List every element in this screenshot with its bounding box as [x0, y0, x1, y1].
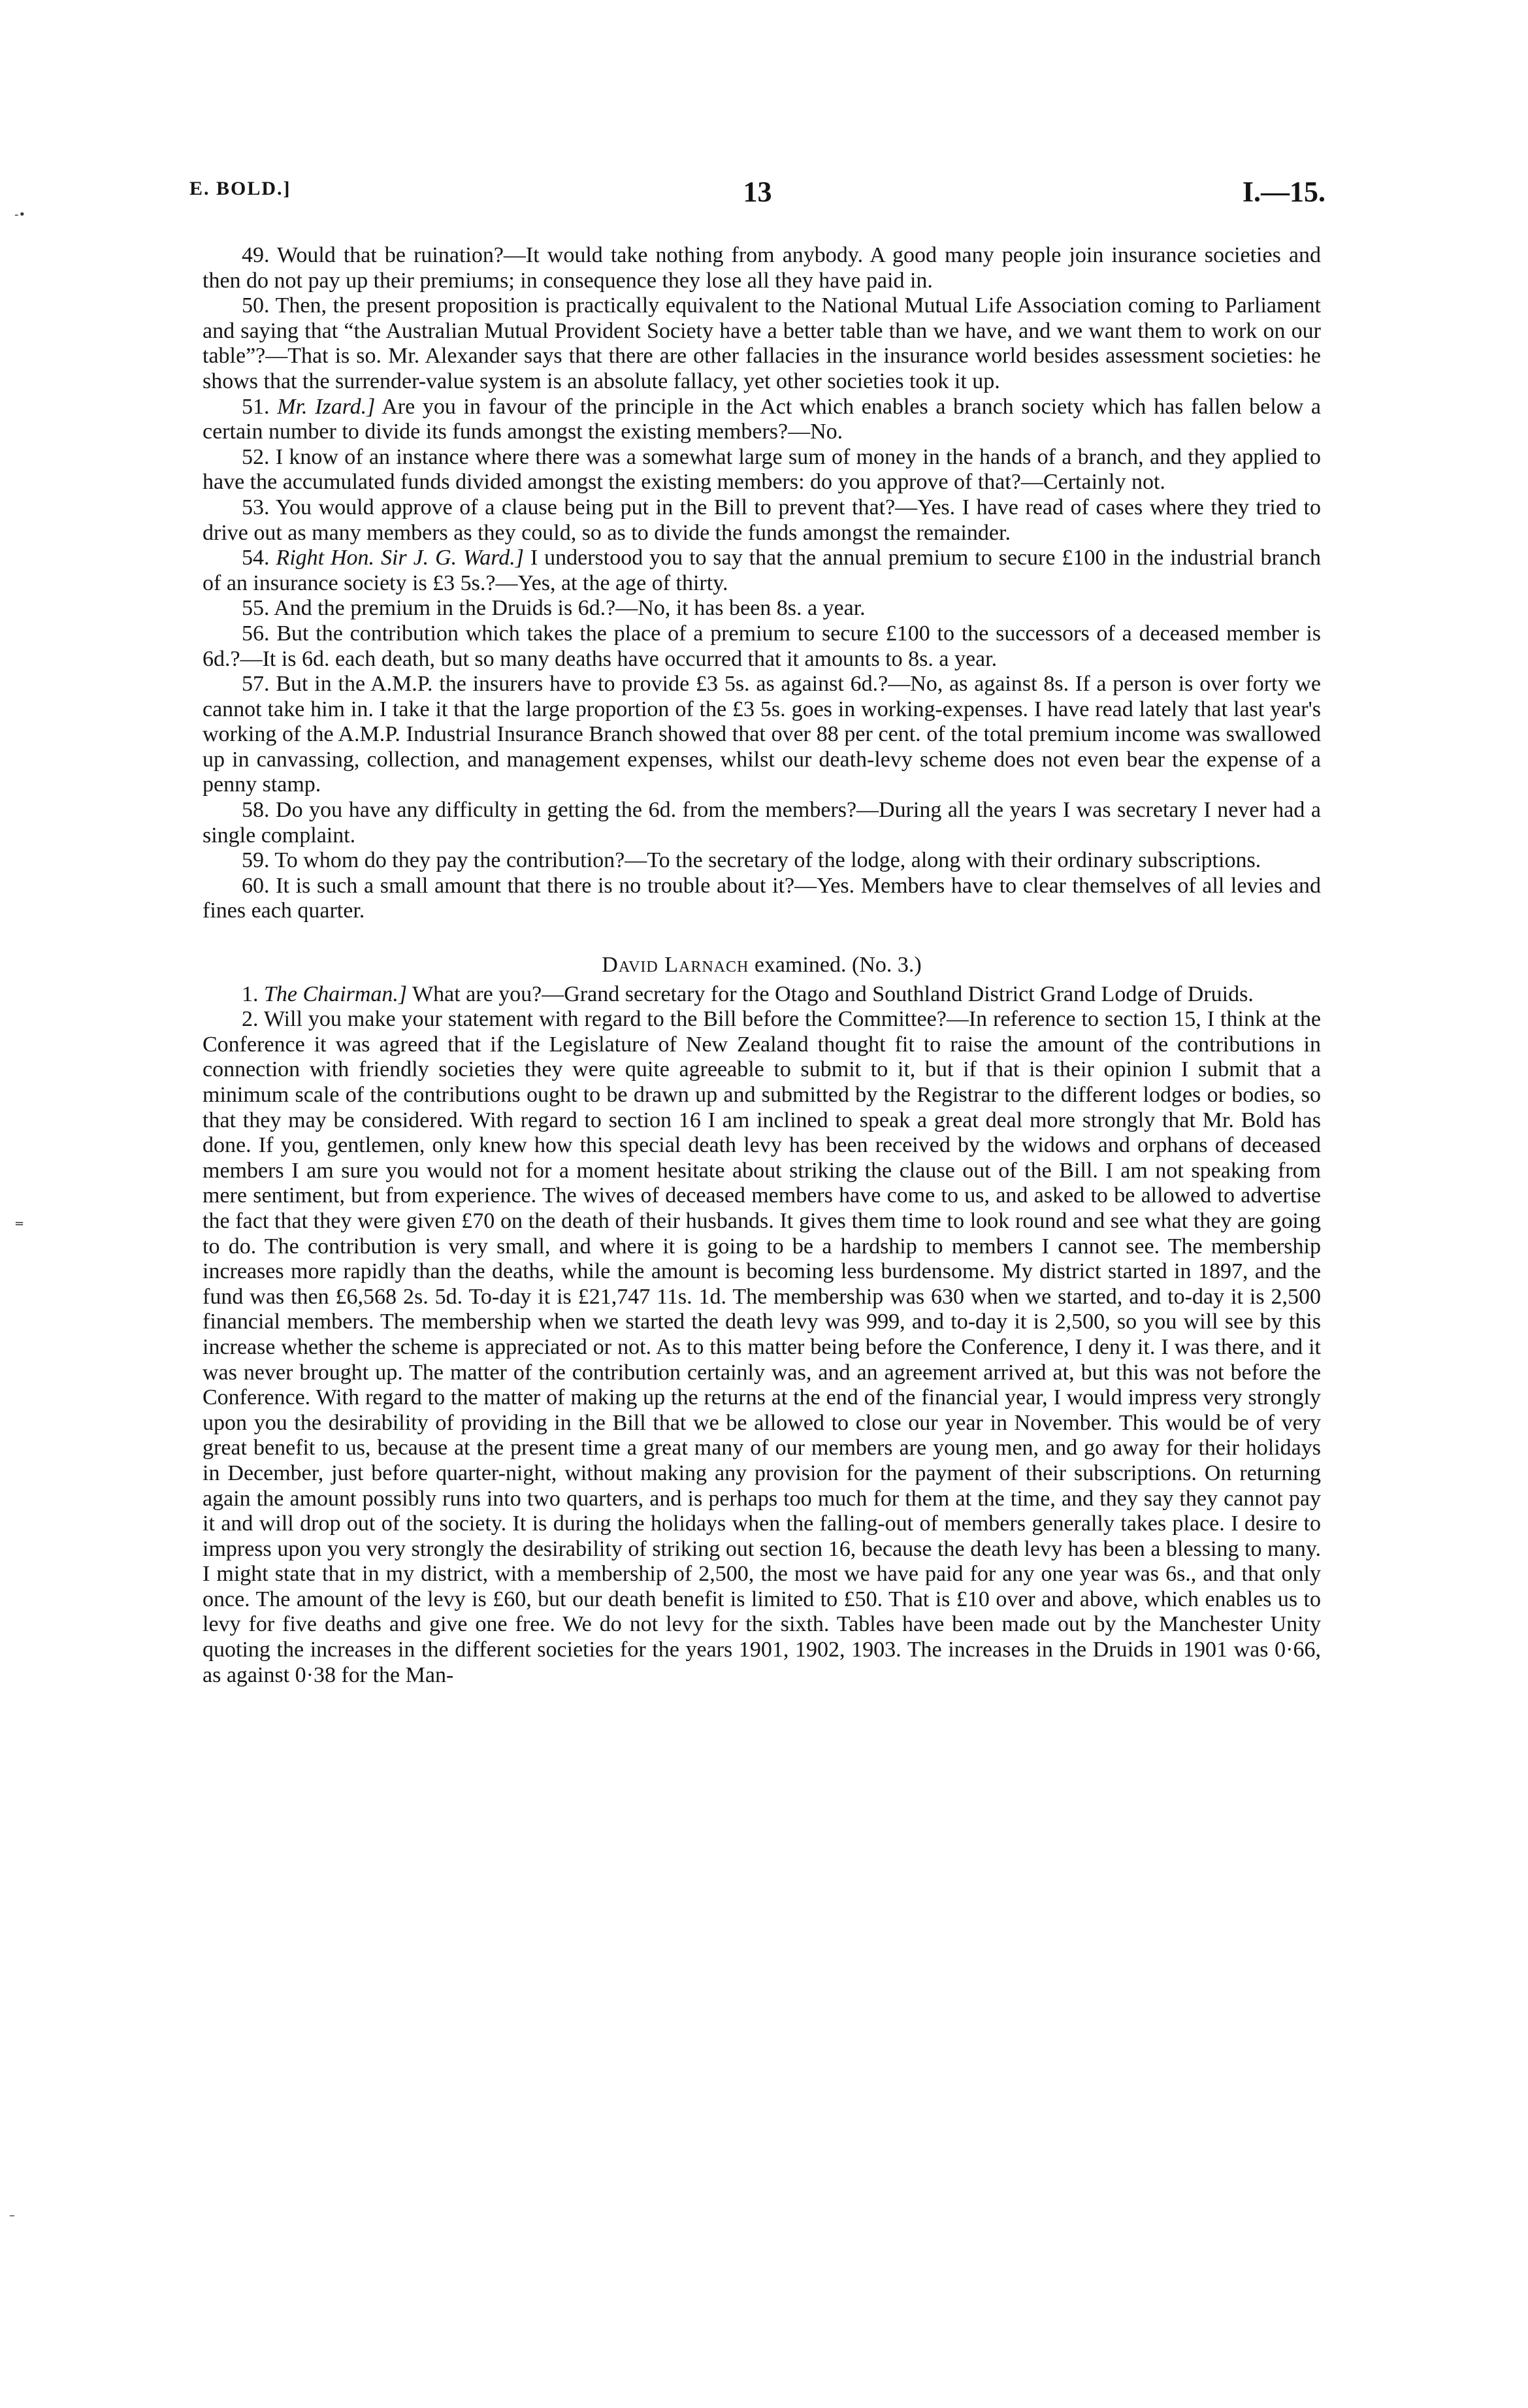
evidence-paragraph: [203, 395, 1321, 445]
speaker-name: Right Hon. Sir J. G. Ward.]: [276, 546, 524, 570]
evidence-paragraph: [203, 874, 1321, 924]
question-answer-text: It is such a small amount that there is no trouble about it?—Yes. Members have to clear themselves of all levies and fines each quarter.: [203, 873, 1321, 923]
evidence-paragraph: [203, 546, 1321, 596]
question-answer-text: But in the A.M.P. the insurers have to provide £3 5s. as against 6d.?—No, as against 8s. If a person is over forty we cannot take him in. I take it that the large proportion of the £3 5s. goes in working-expenses. I have read lately that last year's working of the A.M.P. Industrial Insurance Branch showed that over 88 per cent. of the total premium income was swallowed up in canvassing, collection, and management expenses, whilst our death-levy scheme does not even bear the expense of a penny stamp.: [203, 672, 1322, 797]
margin-mark: –: [9, 2209, 15, 2222]
question-number: 53.: [242, 495, 270, 520]
question-number: 54.: [242, 546, 270, 570]
question-number: 58.: [242, 798, 270, 823]
witness-heading-rest: examined. (No. 3.): [754, 953, 922, 978]
question-answer-text: What are you?—Grand secretary for the Otago and Southland District Grand Lodge of Druids.: [412, 981, 1254, 1006]
question-answer-text: Do you have any difficulty in getting the 6d. from the members?—During all the years I was secretary I never had a single complaint.: [203, 798, 1321, 848]
evidence-paragraph: [203, 1007, 1321, 1688]
evidence-paragraph: [203, 293, 1321, 394]
evidence-paragraph: [203, 596, 1321, 621]
margin-mark: =: [14, 1217, 25, 1230]
evidence-paragraph: [203, 621, 1321, 672]
witness-heading: [203, 953, 1321, 978]
question-answer-text: Then, the present proposition is practically equivalent to the National Mutual Life Association coming to Parliament and saying that “the Australian Mutual Provident Society have a better table than we have, and we want them to work on our table”?—That is so. Mr. Alexander says that there are other fallacies in the insurance world besides assessment societies: he shows that the surrender-value system is an absolute fallacy, yet other societies took it up.: [203, 293, 1322, 393]
paper-reference: I.—15.: [1242, 176, 1325, 208]
page-header: [189, 175, 1325, 214]
evidence-paragraph: [203, 848, 1321, 874]
evidence-paragraph: [203, 798, 1321, 848]
margin-mark: -•: [14, 208, 26, 222]
question-number: 52.: [242, 444, 270, 469]
question-number: 60.: [242, 873, 270, 898]
question-number: 57.: [242, 672, 270, 697]
evidence-paragraph: [203, 445, 1321, 495]
header-witness: E. BOLD.]: [189, 178, 291, 199]
question-answer-text: But the contribution which takes the place of a premium to secure £100 to the successors of a deceased member is 6d.?—It is 6d. each death, but so many deaths have occurred that it amounts to 8s. a year.: [203, 621, 1321, 671]
evidence-paragraph: [203, 495, 1321, 546]
question-answer-text: And the premium in the Druids is 6d.?—No, it has been 8s. a year.: [274, 596, 866, 621]
page-number: 13: [743, 176, 772, 208]
question-number: 1.: [242, 981, 259, 1006]
evidence-paragraph: [203, 243, 1321, 293]
evidence-section-larnach: [203, 982, 1321, 1689]
evidence-paragraph: [203, 672, 1321, 798]
question-answer-text: To whom do they pay the contribution?—To the secretary of the lodge, along with their ordinary subscriptions.: [274, 848, 1261, 873]
question-answer-text: Will you make your statement with regard to the Bill before the Committee?—In reference to section 15, I think at the Conference it was agreed that if the Legislature of New Zealand thought fit to raise the amount of the contributions in connection with friendly societies they were quite agreeable to submit to it, but if that is their opinion I submit that a minimum scale of the contributions ought to be drawn up and submitted by the Registrar to the different lodges or bodies, so that they may be considered. With regard to section 16 I am inclined to speak a great deal more strongly that Mr. Bold has done. If you, gentlemen, only knew how this special death levy has been received by the widows and orphans of deceased members I am sure you would not for a moment hesitate about striking the clause out of the Bill. I am not speaking from mere sentiment, but from experience. The wives of deceased members have come to us, and asked to be allowed to advertise the fact that they were given £70 on the death of their husbands. It gives them time to look round and see what they are going to do. The contribution is very small, and where it is going to be a hardship to members I cannot see. The membership increases more rapidly than the deaths, while the amount is becoming less burdensome. My district started in 1897, and the fund was then £6,568 2s. 5d. To-day it is £21,747 11s. 1d. The membership was 630 when we started, and to-day it is 2,500 financial members. The membership when we started the death levy was 999, and to-day it is 2,500, so you will see by this increase whether the scheme is appreciated or not. As to this matter being before the Conference, I deny it. I was there, and it was never brought up. The matter of the contribution certainly was, and an agreement arrived at, but this was not before the Conference. With regard to the matter of making up the returns at the end of the financial year, I would impress very strongly upon you the desirability of providing in the Bill that we be allowed to close our year in November. This would be of very great benefit to us, because at the present time a great many of our members are young men, and go away for their holidays in December, just before quarter-night, without making any provision for the payment of their subscriptions. On returning again the amount possibly runs into two quarters, and is perhaps too much for them at the time, and they say they cannot pay it and will drop out of the society. It is during the holidays when the falling-out of members generally takes place. I desire to impress upon you very strongly the desirability of striking out section 16, because the death levy has been a blessing to many. I might state that in my district, with a membership of 2,500, the most we have paid for any one year was 6s., and that only once. The amount of the levy is £60, but our death benefit is limited to £50. That is £10 over and above, which enables us to levy for five deaths and give one free. We do not levy for the sixth. Tables have been made out by the Manchester Unity quoting the increases in the different societies for the years 1901, 1902, 1903. The increases in the Druids in 1901 was 0·66, as against 0·38 for the Man-: [203, 1007, 1321, 1687]
speaker-name: The Chairman.]: [264, 981, 408, 1006]
question-number: 51.: [242, 394, 270, 419]
question-answer-text: Would that be ruination?—It would take nothing from anybody. A good many people join insurance societies and then do not pay up their premiums; in consequence they lose all they have paid in.: [203, 243, 1321, 293]
page-body: [203, 243, 1321, 1688]
question-number: 50.: [242, 293, 270, 318]
speaker-name: Mr. Izard.]: [277, 394, 376, 419]
question-answer-text: I know of an instance where there was a somewhat large sum of money in the hands of a branch, and they applied to have the accumulated funds divided amongst the existing members: do you approve of that?—Certainly not.: [203, 444, 1322, 495]
question-answer-text: I understood you to say that the annual premium to secure £100 in the industrial branch of an insurance society is £3 5s.?—Yes, at the age of thirty.: [203, 546, 1321, 595]
question-number: 2.: [242, 1007, 259, 1032]
evidence-section-bold: [203, 243, 1321, 924]
question-number: 49.: [242, 243, 270, 267]
question-answer-text: You would approve of a clause being put in the Bill to prevent that?—Yes. I have read of cases where they tried to drive out as many members as they could, so as to divide the funds amongst the remainder.: [203, 495, 1321, 545]
question-number: 55.: [242, 596, 270, 621]
question-number: 59.: [242, 848, 270, 873]
witness-name: David Larnach: [602, 953, 749, 978]
question-answer-text: Are you in favour of the principle in the Act which enables a branch society which has fallen below a certain number to divide its funds amongst the existing members?—No.: [203, 394, 1322, 444]
question-number: 56.: [242, 621, 270, 646]
evidence-paragraph: [203, 982, 1321, 1008]
